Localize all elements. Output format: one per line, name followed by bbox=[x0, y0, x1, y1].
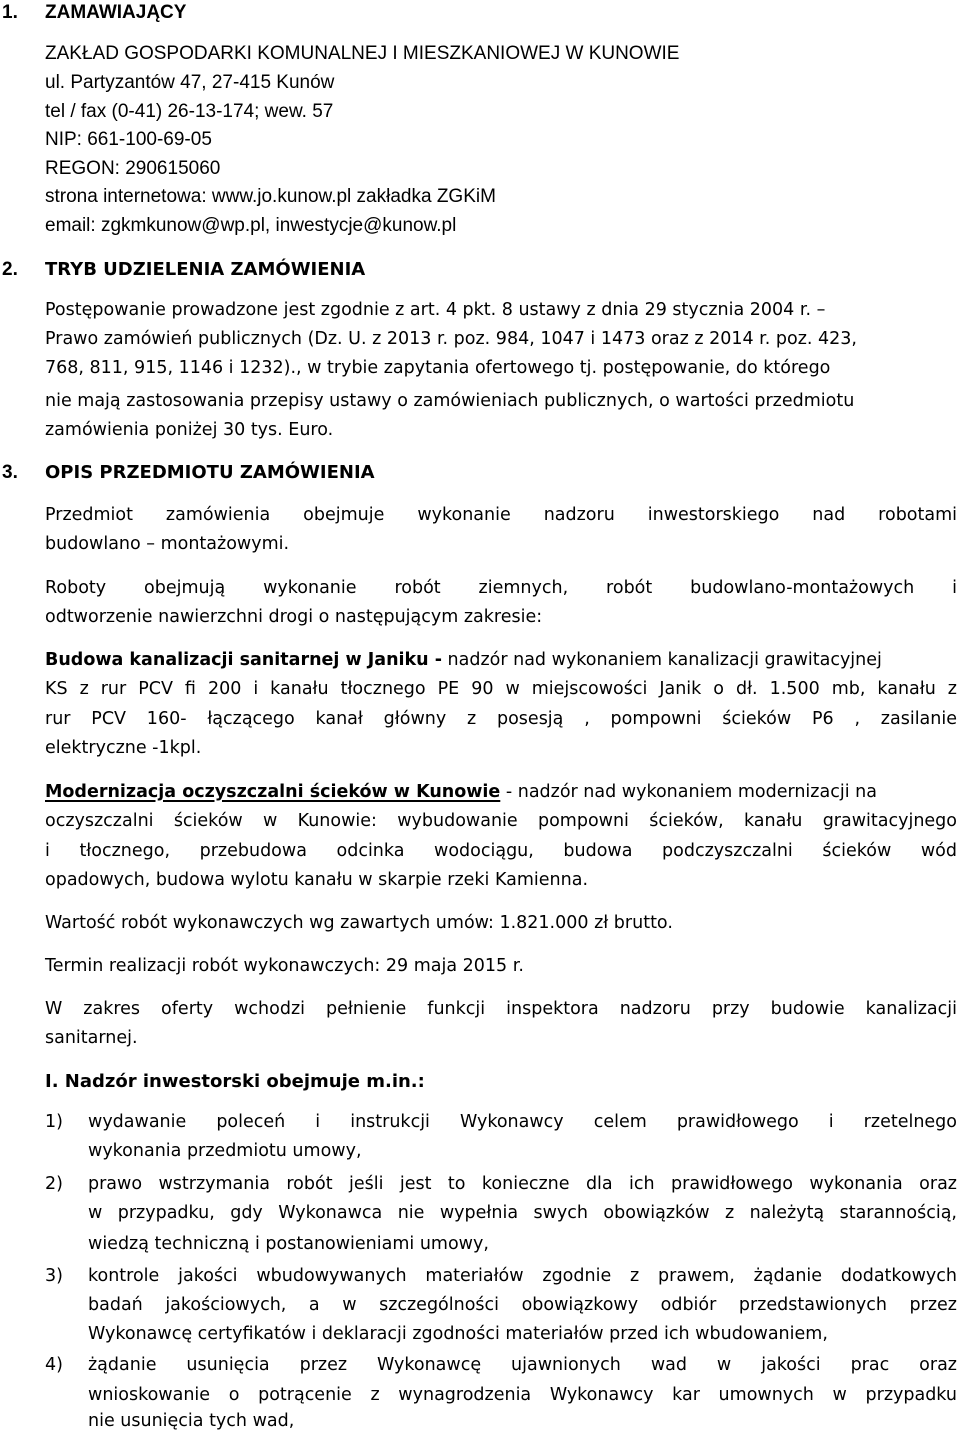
item-2-line-3: wiedzą techniczną i postanowieniami umowy, bbox=[88, 1234, 489, 1254]
s2-line-4: nie mają zastosowania przepisy ustawy o zamówieniach publicznych, o wartości przedmiotu bbox=[45, 391, 855, 411]
item-3-line-2: badań jakościowych, a w szczególności obowiązkowy odbiór przedstawionych przez bbox=[88, 1295, 957, 1315]
s3-p7-line-1: W zakres oferty wchodzi pełnienie funkcji inspektora nadzoru przy budowie kanalizacji bbox=[45, 999, 957, 1019]
item-4-line-1: żądanie usunięcia przez Wykonawcę ujawnionych wad w jakości prac oraz bbox=[88, 1355, 957, 1375]
s3-p2-line-1: Roboty obejmują wykonanie robót ziemnych, robót budowlano-montażowych i bbox=[45, 578, 957, 598]
orderer-email: email: zgkmkunow@wp.pl, inwestycje@kunow.pl bbox=[45, 215, 457, 236]
orderer-name: ZAKŁAD GOSPODARKI KOMUNALNEJ I MIESZKANIOWEJ W KUNOWIE bbox=[45, 43, 680, 64]
s3-p4-line-4: opadowych, budowa wylotu kanału w skarpie rzeki Kamienna. bbox=[45, 870, 589, 890]
section-3-number: 3. bbox=[2, 462, 18, 483]
kunow-plant-heading: Modernizacja oczyszczalni ścieków w Kunowie bbox=[45, 782, 501, 802]
s3-p1-line-1: Przedmiot zamówienia obejmuje wykonanie nadzoru inwestorskiego nad robotami bbox=[45, 505, 957, 525]
section-1-title: ZAMAWIAJĄCY bbox=[45, 2, 187, 23]
s3-p7-line-2: sanitarnej. bbox=[45, 1028, 138, 1048]
item-1-number: 1) bbox=[45, 1112, 63, 1132]
item-3-line-1: kontrole jakości wbudowywanych materiałów zgodnie z prawem, żądanie dodatkowych bbox=[88, 1266, 957, 1286]
s3-p3-line-1 bbox=[45, 649, 882, 672]
s3-p3-line-2: KS z rur PCV fi 200 i kanału tłocznego PE 90 w miejscowości Janik o dł. 1.500 mb, kanału z bbox=[45, 679, 957, 699]
s3-p1-line-2: budowlano – montażowymi. bbox=[45, 534, 290, 554]
item-3-line-3: Wykonawcę certyfikatów i deklaracji zgodności materiałów przed ich wbudowaniem, bbox=[88, 1324, 828, 1344]
s3-p4-line-1 bbox=[45, 781, 877, 804]
supervision-subheading: I. Nadzór inwestorski obejmuje m.in.: bbox=[45, 1071, 425, 1092]
orderer-website: strona internetowa: www.jo.kunow.pl zakładka ZGKiM bbox=[45, 186, 496, 207]
s3-p2-line-2: odtworzenie nawierzchni drogi o następującym zakresie: bbox=[45, 607, 543, 627]
item-4-number: 4) bbox=[45, 1355, 63, 1375]
kunow-plant-text: - nadzór nad wykonaniem modernizacji na bbox=[500, 782, 877, 802]
section-2-title: TRYB UDZIELENIA ZAMÓWIENIA bbox=[45, 259, 366, 280]
s3-p3-line-3: rur PCV 160- łączącego kanał główny z posesją , pompowni ścieków P6 , zasilanie bbox=[45, 709, 957, 729]
s2-line-1: Postępowanie prowadzone jest zgodnie z art. 4 pkt. 8 ustawy z dnia 29 stycznia 2004 r. – bbox=[45, 300, 826, 320]
s3-p4-line-3: i tłocznego, przebudowa odcinka wodociągu, budowa podczyszczalni ścieków wód bbox=[45, 841, 957, 861]
item-4-line-3: nie usunięcia tych wad, bbox=[88, 1411, 295, 1431]
orderer-phone: tel / fax (0-41) 26-13-174; wew. 57 bbox=[45, 101, 334, 122]
orderer-address: ul. Partyzantów 47, 27-415 Kunów bbox=[45, 72, 335, 93]
item-1-line-1: wydawanie poleceń i instrukcji Wykonawcy celem prawidłowego i rzetelnego bbox=[88, 1112, 957, 1132]
section-3-title: OPIS PRZEDMIOTU ZAMÓWIENIA bbox=[45, 462, 375, 483]
works-value: Wartość robót wykonawczych wg zawartych umów: 1.821.000 zł brutto. bbox=[45, 913, 673, 933]
item-1-line-2: wykonania przedmiotu umowy, bbox=[88, 1141, 362, 1161]
item-2-line-1: prawo wstrzymania robót jeśli jest to konieczne dla ich prawidłowego wykonania oraz bbox=[88, 1174, 957, 1194]
s3-p4-line-2: oczyszczalni ścieków w Kunowie: wybudowanie pompowni ścieków, kanału grawitacyjnego bbox=[45, 811, 957, 831]
works-deadline: Termin realizacji robót wykonawczych: 29 maja 2015 r. bbox=[45, 956, 524, 976]
section-2-number: 2. bbox=[2, 259, 18, 280]
orderer-regon: REGON: 290615060 bbox=[45, 158, 221, 179]
item-3-number: 3) bbox=[45, 1266, 63, 1286]
orderer-nip: NIP: 661-100-69-05 bbox=[45, 129, 212, 150]
janik-sewer-text: nadzór nad wykonaniem kanalizacji grawitacyjnej bbox=[441, 650, 882, 670]
section-1-number: 1. bbox=[2, 2, 18, 23]
janik-sewer-heading: Budowa kanalizacji sanitarnej w Janiku - bbox=[45, 650, 442, 670]
item-2-line-2: w przypadku, gdy Wykonawca nie wypełnia swych obowiązków z należytą starannością, bbox=[88, 1203, 957, 1223]
item-2-number: 2) bbox=[45, 1174, 63, 1194]
s2-line-3: 768, 811, 915, 1146 i 1232)., w trybie zapytania ofertowego tj. postępowanie, do którego bbox=[45, 358, 831, 378]
s2-line-2: Prawo zamówień publicznych (Dz. U. z 2013 r. poz. 984, 1047 i 1473 oraz z 2014 r. poz. 423, bbox=[45, 329, 857, 349]
s2-line-5: zamówienia poniżej 30 tys. Euro. bbox=[45, 420, 334, 440]
s3-p3-line-4: elektryczne -1kpl. bbox=[45, 738, 202, 758]
item-4-line-2: wnioskowanie o potrącenie z wynagrodzenia Wykonawcy kar umownych w przypadku bbox=[88, 1385, 957, 1405]
